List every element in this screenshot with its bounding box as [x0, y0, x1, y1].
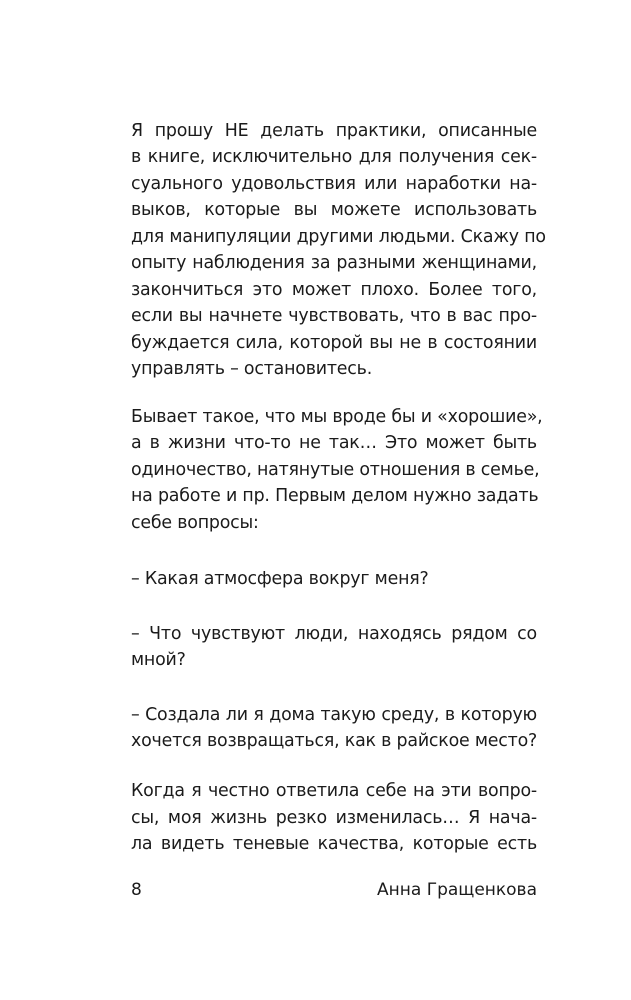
text-line: для манипуляции другими людьми. Скажу по — [131, 227, 546, 247]
text-line: а в жизни что-то не так… Это может быть — [131, 433, 537, 453]
text-line: сы, моя жизнь резко изменилась… Я нача- — [131, 808, 537, 828]
text-line: Я прошу НЕ делать практики, описанные — [131, 121, 537, 141]
text-line: буждается сила, которой вы не в состоянии — [131, 333, 537, 353]
text-line: себе вопросы: — [131, 513, 259, 533]
text-line: управлять – остановитесь. — [131, 359, 373, 379]
text-line: если вы начнете чувствовать, что в вас про- — [131, 306, 537, 326]
text-line: Когда я честно ответила себе на эти вопро- — [131, 781, 537, 801]
question-item: – Создала ли я дома такую среду, в которую — [131, 705, 537, 725]
question-item: – Что чувствуют люди, находясь рядом со — [131, 624, 537, 644]
text-line: в книге, исключительно для получения сек- — [131, 147, 537, 167]
text-line: на работе и пр. Первым делом нужно задать — [131, 486, 539, 506]
author-name: Анна Гращенкова — [377, 880, 537, 900]
text-line: Бывает такое, что мы вроде бы и «хорошие», — [131, 407, 543, 427]
question-item: – Какая атмосфера вокруг меня? — [131, 569, 429, 589]
page-number: 8 — [131, 880, 142, 900]
text-line: закончиться это может плохо. Более того, — [131, 280, 537, 300]
text-line: выков, которые вы можете использовать — [131, 200, 537, 220]
text-line: суального удовольствия или наработки на- — [131, 174, 537, 194]
question-item: мной? — [131, 650, 186, 670]
text-line: опыту наблюдения за разными женщинами, — [131, 253, 537, 273]
question-item: хочется возвращаться, как в райское место? — [131, 731, 538, 751]
text-line: одиночество, натянутые отношения в семье, — [131, 460, 540, 480]
text-line: ла видеть теневые качества, которые есть — [131, 834, 537, 854]
